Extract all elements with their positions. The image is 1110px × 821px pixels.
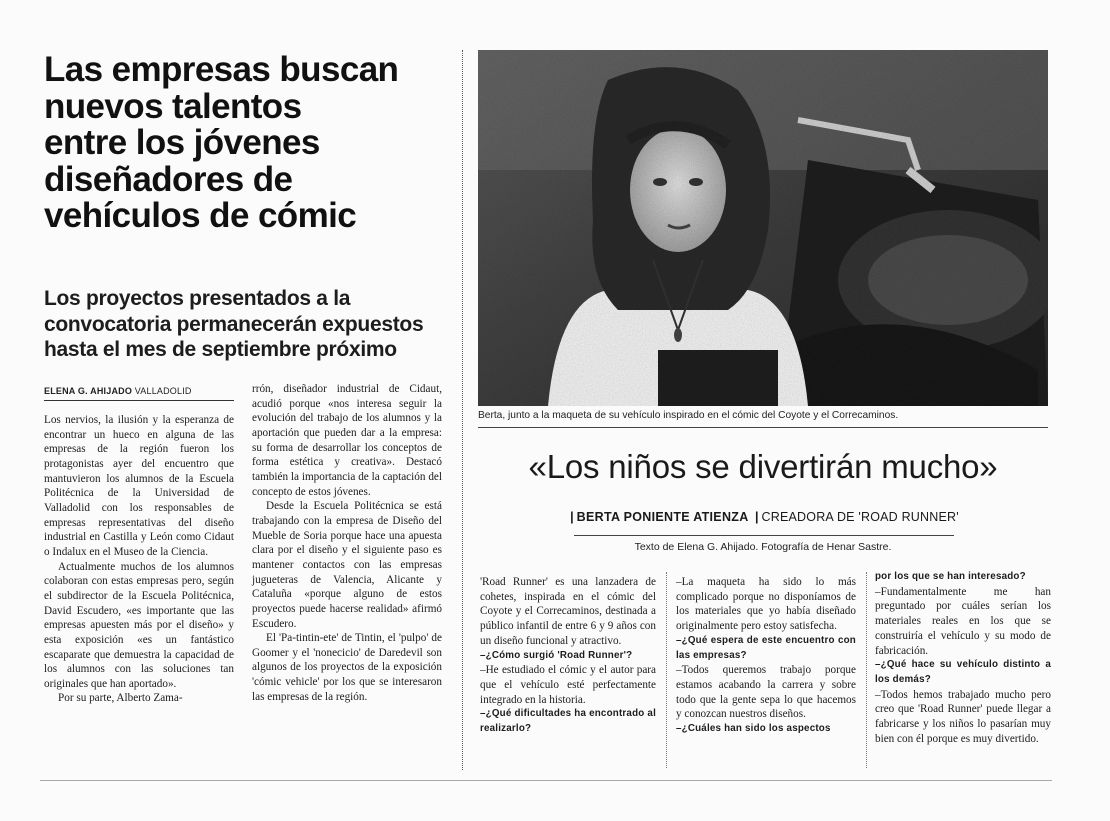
interview-question: –¿Qué hace su vehículo distinto a los demás? xyxy=(875,659,1051,685)
photo-illustration xyxy=(478,50,1048,406)
caption-rule xyxy=(478,427,1048,428)
paragraph: Por su parte, Alberto Zama- xyxy=(58,692,183,705)
interview-answer: –Todos hemos trabajado mucho pero creo que 'Road Runner' puede llegar a fabricarse y los niños lo pasarían muy bien con él porque es muy divertido. xyxy=(875,688,1051,745)
interview-question: –¿Cómo surgió 'Road Runner'? xyxy=(480,649,633,661)
byline-rule xyxy=(44,400,234,401)
headline-line: entre los jóvenes xyxy=(44,123,320,163)
subheadline-line: Los proyectos presentados a la xyxy=(44,287,351,310)
paragraph: Desde la Escuela Politécnica se está trabajando con la empresa de Diseño del Mueble de Soria porque hace una apuesta clara por el diseño y el siguiente paso es mantener contactos con las empresas jugueteras de Valencia, Alicante y Cataluña «porque alguno de estos proyectos puede hacerse realidad» afirmó Escudero. xyxy=(252,500,442,630)
interview-column-2 xyxy=(676,575,856,737)
byline xyxy=(44,386,234,396)
interview-answer: –Todos queremos trabajo porque estamos acabando la carrera y sobre todo que la gente sepa lo que hacemos y conozcan nuestros diseños. xyxy=(676,664,856,721)
interview-column-3 xyxy=(875,570,1051,746)
headline-line: vehículos de cómic xyxy=(44,196,357,236)
subheadline xyxy=(44,286,449,363)
photo-caption: Berta, junto a la maqueta de su vehículo inspirado en el cómic del Coyote y el Correcaminos. xyxy=(478,410,899,421)
paragraph: Actualmente muchos de los alumnos colaboran con estas empresas pero, según el subdirector de la Escuela Politécnica, David Escudero, «es importante que las empresas apuesten más por el diseño» y esta exposición «es un fantástico escaparate que demuestra la capacidad de los alumnos con las soluciones tan originales que han aportado». xyxy=(44,560,234,690)
page-bottom-rule xyxy=(40,780,1052,781)
interview-column-divider xyxy=(666,572,667,768)
interview-column-1 xyxy=(480,575,656,737)
column-divider xyxy=(462,50,463,770)
separator-bar: | xyxy=(755,510,759,524)
interview-answer: –He estudiado el cómic y el autor para que el vehículo esté perfectamente integrado en la historia. xyxy=(480,664,656,706)
paragraph: rrón, diseñador industrial de Cidaut, acudió porque «nos interesa seguir la evolución del trabajo de los alumnos y la aportación que pueden dar a la empresa: su forma de desarrollar los conceptos de forma estética y creativa». Destacó también la importancia de la captación del concepto de estos jóvenes. xyxy=(252,383,442,498)
byline-author: ELENA G. AHIJADO xyxy=(44,386,133,396)
article-column-2 xyxy=(252,382,442,704)
credits-rule xyxy=(574,535,954,536)
headline-line: diseñadores de xyxy=(44,159,293,199)
paragraph: El 'Pa-tintin-ete' de Tintin, el 'pulpo' de Goomer y el 'nonecicio' de Daredevil son algunos de los proyectos de la exposición 'cómic vehicle' por los que se interesaron las empresas de la región. xyxy=(252,632,442,703)
interview-question: por los que se han interesado? xyxy=(875,571,1026,582)
interview-answer: –La maqueta ha sido lo más complicado porque no disponíamos de los materiales que yo había diseñado originalmente pero estoy satisfecha. xyxy=(676,576,856,633)
headline-line: Las empresas buscan xyxy=(44,50,399,89)
subheadline-line: hasta el mes de septiembre próximo xyxy=(44,338,397,361)
interview-answer: –Fundamentalmente me han preguntado por cuáles serían los materiales reales en los que se construiría el vehículo y su modo de fabricación. xyxy=(875,585,1051,657)
interviewee-role: CREADORA DE 'ROAD RUNNER' xyxy=(761,510,959,524)
article-photo xyxy=(478,50,1048,406)
separator-bar: | xyxy=(570,510,574,524)
interview-column-divider xyxy=(866,572,867,768)
interview-question: –¿Cuáles han sido los aspectos xyxy=(676,723,831,735)
headline-line: nuevos talentos xyxy=(44,86,302,126)
subheadline-line: convocatoria permanecerán expuestos xyxy=(44,312,424,336)
article-column-1 xyxy=(44,413,234,706)
interview-intro: 'Road Runner' es una lanzadera de cohetes, inspirada en el cómic del Coyote y el Correcaminos, destinada a público infantil de entre 6 y 9 años con un diseño funcional y atractivo. xyxy=(480,576,656,647)
headline xyxy=(44,52,444,235)
interview-title: «Los niños se divertirán mucho» xyxy=(528,448,998,485)
interviewee-line xyxy=(478,510,1048,524)
interview-question: –¿Qué dificultades ha encontrado al realizarlo? xyxy=(480,708,656,735)
byline-location: VALLADOLID xyxy=(134,386,192,396)
interview-question: –¿Qué espera de este encuentro con las empresas? xyxy=(676,634,856,661)
paragraph: Los nervios, la ilusión y la esperanza de encontrar un hueco en alguna de las empresas de la región fueron los protagonistas ayer del encuentro que mantuvieron los alumnos de la Escuela Politécnica de la Universidad de Valladolid con los responsables de empresas representativas del diseño industrial en Castilla y León como Cidaut o Indalux en el Museo de la Ciencia. xyxy=(44,414,234,558)
interview-credits: Texto de Elena G. Ahijado. Fotografía de Henar Sastre. xyxy=(634,541,892,553)
interviewee-name: BERTA PONIENTE ATIENZA xyxy=(576,510,749,524)
